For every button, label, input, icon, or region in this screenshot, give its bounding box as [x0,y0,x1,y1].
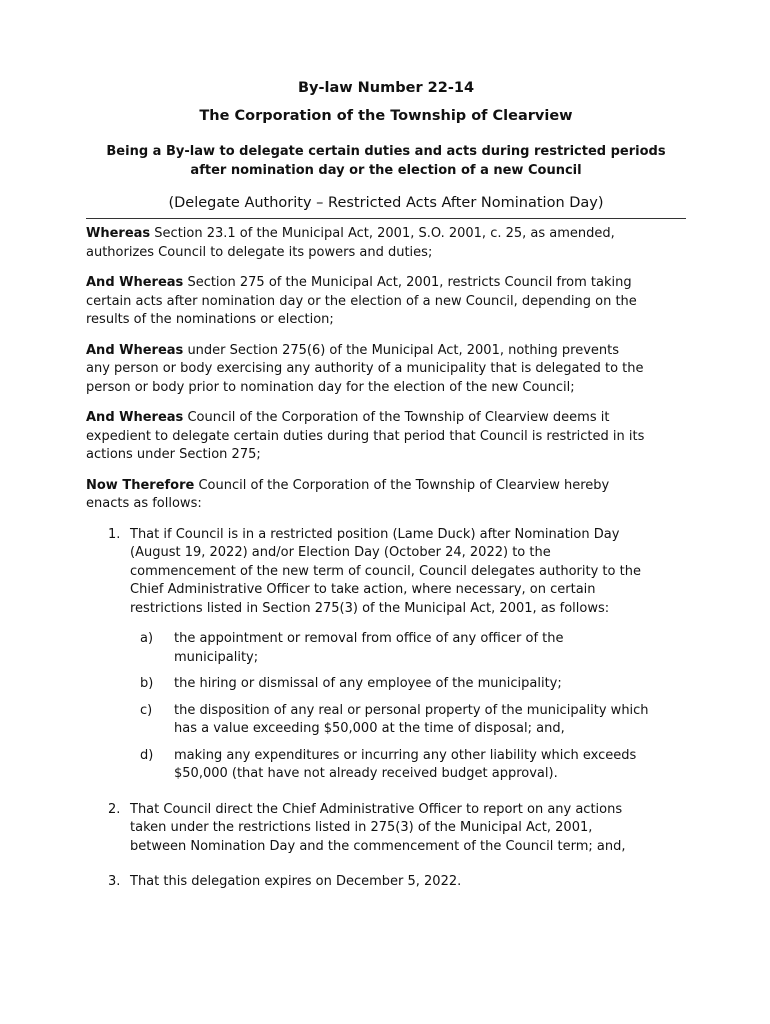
recital-and-whereas [86,409,686,465]
restriction-letter: d) [140,747,154,763]
corporation-title: The Corporation of the Township of Clearview [199,108,573,124]
clause-text: between Nomination Day and the commencement of the Council term; and, [130,838,626,854]
clause-text: That if Council is in a restricted position (Lame Duck) after Nomination Day [130,526,620,542]
restriction-text: the appointment or removal from office of any officer of the [174,631,564,646]
recital-now-therefore [86,477,686,514]
bylaw-purpose-line: Being a By-law to delegate certain duties and acts during restricted periods [106,144,666,159]
bylaw-purpose [86,142,686,180]
clause-number: 2. [108,801,121,817]
restriction-text: the disposition of any real or personal property of the municipality which [174,702,649,718]
recital-text: Council of the Corporation of the Township of Clearview deems it [187,410,610,425]
bylaw-number-title: By-law Number 22-14 [297,80,475,96]
restriction-list [130,630,686,784]
recital-and-whereas [86,274,686,330]
restriction-letter: a) [140,631,154,646]
restriction-letter: b) [140,676,154,691]
restriction-item [130,702,686,739]
restriction-text: has a value exceeding $50,000 at the time of disposal; and, [174,721,565,736]
recital-text: any person or body exercising any authority of a municipality that is delegated to the [86,361,644,376]
clause-number: 3. [108,874,121,889]
clause-text: commencement of the new term of council, Council delegates authority to the [130,563,641,579]
recital-text: Section 23.1 of the Municipal Act, 2001, S.O. 2001, c. 25, as amended, [154,226,615,241]
clause-text: (August 19, 2022) and/or Election Day (October 24, 2022) to the [130,545,551,560]
clause-item [86,801,686,857]
enactment-clauses [86,526,686,892]
clause-text: That this delegation expires on December 5, 2022. [130,874,462,889]
recital-text: expedient to delegate certain duties during that period that Council is restricted in its [86,428,645,444]
recital-text: Council of the Corporation of the Township of Clearview hereby [198,477,610,493]
clause-text: restrictions listed in Section 275(3) of the Municipal Act, 2001, as follows: [130,600,610,616]
restriction-text: municipality; [174,649,259,665]
clause-text: That Council direct the Chief Administrative Officer to report on any actions [130,801,623,817]
bylaw-purpose-line: after nomination day or the election of a new Council [190,163,582,178]
recital-whereas [86,225,686,262]
restriction-item [130,630,686,667]
recital-lead: And Whereas [86,275,184,290]
recital-lead: Whereas [86,226,151,241]
restriction-item [130,747,686,784]
recital-lead: And Whereas [86,410,184,425]
restriction-text: $50,000 (that have not already received budget approval). [174,766,558,781]
recital-text: person or body prior to nomination day for the election of the new Council; [86,379,575,395]
restriction-letter: c) [140,702,153,718]
recital-text: actions under Section 275; [86,447,261,462]
recital-text: results of the nominations or election; [86,312,334,327]
bylaw-document [86,78,686,904]
clause-item [86,526,686,784]
recital-lead: Now Therefore [86,477,195,493]
recital-lead: And Whereas [86,342,184,358]
clause-item [86,873,686,892]
recital-text: certain acts after nomination day or the election of a new Council, depending on the [86,293,637,309]
recital-text: Section 275 of the Municipal Act, 2001, restricts Council from taking [187,275,632,290]
restriction-item [130,675,686,694]
recital-text: enacts as follows: [86,496,202,511]
recital-text: under Section 275(6) of the Municipal Act, 2001, nothing prevents [187,342,619,358]
clause-text: taken under the restrictions listed in 275(3) of the Municipal Act, 2001, [130,820,593,835]
recital-text: authorizes Council to delegate its powers and duties; [86,244,433,260]
recital-and-whereas [86,342,686,398]
clause-text: Chief Administrative Officer to take action, where necessary, on certain [130,582,596,597]
restriction-text: the hiring or dismissal of any employee of the municipality; [174,676,562,691]
short-title: (Delegate Authority – Restricted Acts After Nomination Day) [86,193,686,219]
restriction-text: making any expenditures or incurring any other liability which exceeds [174,747,637,763]
clause-number: 1. [108,526,121,542]
